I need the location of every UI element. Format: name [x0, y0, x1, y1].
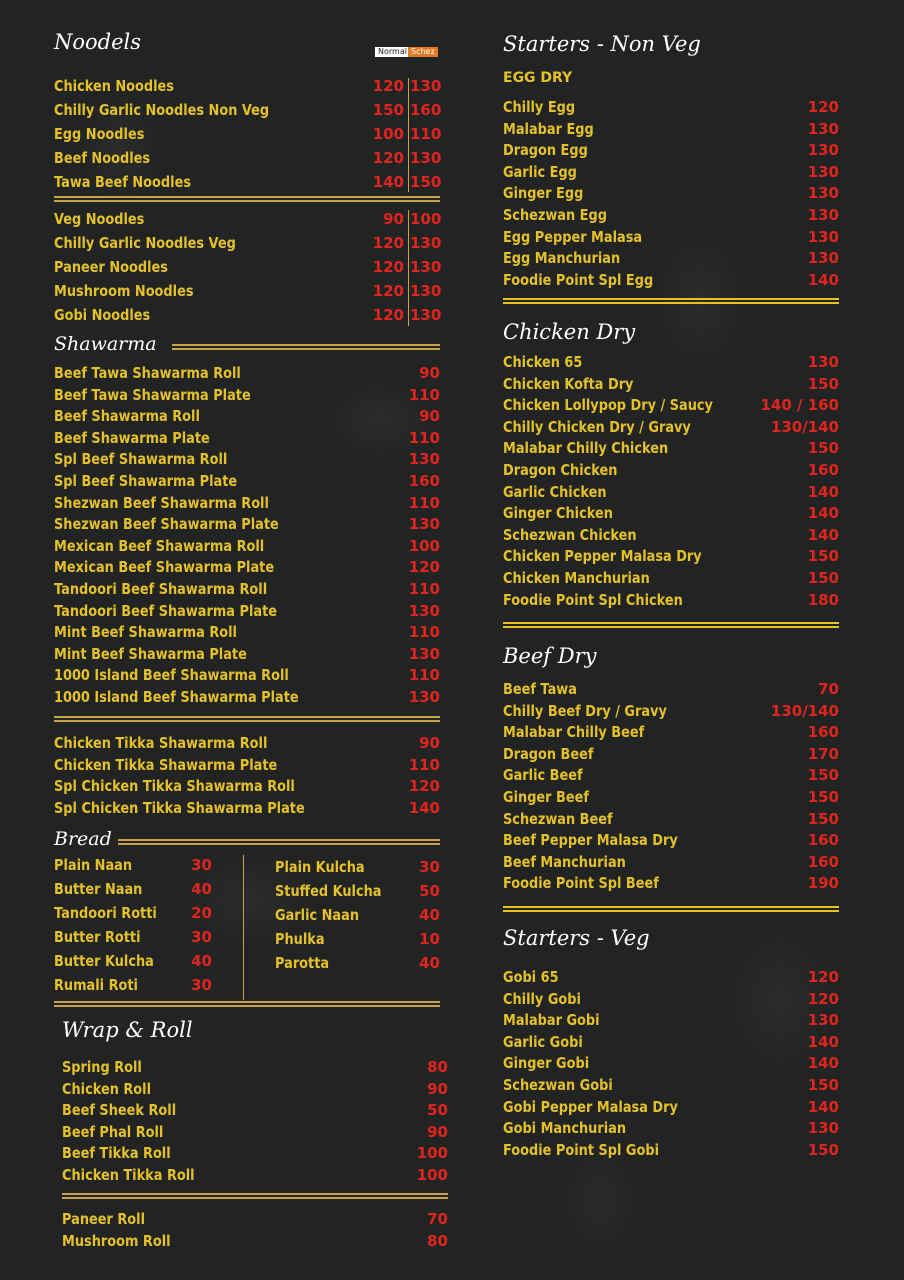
- menu-item-price: 30: [191, 976, 212, 994]
- schez-price: 130: [410, 258, 442, 276]
- menu-item-price: 110: [408, 755, 440, 774]
- noodles-price-divider: [408, 78, 409, 192]
- menu-item-price: 30: [191, 856, 212, 874]
- bread-separator: [54, 1001, 440, 1007]
- bread-heading: Bread: [54, 828, 112, 850]
- menu-item-name: Butter Rotti: [54, 928, 141, 946]
- menu-item-name: Chicken Noodles: [54, 77, 174, 95]
- noodles-heading: Noodels: [54, 30, 142, 54]
- normal-price: 150: [372, 101, 404, 119]
- menu-item-name: Schezwan Beef: [503, 809, 613, 828]
- menu-item-name: Spl Beef Shawarma Plate: [54, 472, 238, 490]
- menu-item-price: 110: [408, 385, 440, 404]
- menu-item-name: Tandoori Beef Shawarma Plate: [54, 601, 277, 620]
- menu-item-name: Tawa Beef Noodles: [54, 173, 191, 191]
- menu-item-price: 130: [807, 206, 839, 224]
- menu-item-name: Veg Noodles: [54, 210, 145, 228]
- menu-item-price: 140: [807, 482, 839, 501]
- menu-item-price: 130: [807, 1119, 839, 1138]
- bread-heading-rule: [118, 839, 440, 845]
- menu-item-name: Dragon Chicken: [503, 461, 618, 479]
- menu-item-price: 120: [408, 558, 440, 577]
- menu-item-price: 160: [807, 831, 839, 850]
- menu-item-name: Garlic Beef: [503, 766, 583, 785]
- menu-item-price: 130: [408, 515, 440, 534]
- menu-item-name: Beef Shawarma Roll: [54, 407, 200, 426]
- menu-item-name: Chicken Tikka Shawarma Roll: [54, 734, 268, 752]
- menu-item-price: 140: [807, 525, 839, 544]
- menu-item-price: 130: [408, 644, 440, 663]
- noodles-separator: [54, 196, 440, 202]
- menu-item-price: 70: [818, 680, 839, 698]
- menu-item-price: 150: [807, 1140, 839, 1159]
- menu-item-price: 110: [408, 493, 440, 512]
- normal-price: 90: [383, 210, 404, 228]
- menu-item-price: 110: [408, 428, 440, 447]
- menu-item-name: Beef Tawa Shawarma Roll: [54, 364, 241, 382]
- menu-item-price: 150: [807, 788, 839, 806]
- menu-item-name: Dragon Egg: [503, 141, 588, 160]
- menu-item-name: 1000 Island Beef Shawarma Plate: [54, 688, 299, 706]
- normal-price: 120: [372, 306, 404, 324]
- menu-item-name: Chicken 65: [503, 353, 583, 371]
- menu-item-name: Paneer Roll: [62, 1210, 145, 1228]
- menu-item-name: Chilly Garlic Noodles Non Veg: [54, 101, 270, 119]
- menu-item-name: Chicken Manchurian: [503, 569, 650, 587]
- menu-item-name: Chicken Roll: [62, 1079, 152, 1098]
- menu-item-name: Beef Noodles: [54, 149, 151, 167]
- menu-item-name: Gobi Noodles: [54, 306, 151, 324]
- menu-item-price: 90: [419, 734, 440, 752]
- menu-item-name: Garlic Gobi: [503, 1032, 583, 1051]
- menu-item-name: Mint Beef Shawarma Roll: [54, 623, 237, 642]
- normal-price: 120: [372, 282, 404, 300]
- menu-item-name: Chicken Tikka Shawarma Plate: [54, 755, 278, 774]
- menu-item-price: 190: [807, 874, 839, 893]
- starters-nonveg-separator: [503, 298, 839, 304]
- schez-price: 130: [410, 149, 442, 167]
- menu-item-name: Foodie Point Spl Egg: [503, 270, 654, 289]
- menu-item-price: 90: [419, 407, 440, 426]
- shawarma-heading: Shawarma: [54, 333, 157, 355]
- schez-price: 130: [410, 306, 442, 324]
- schez-price: 130: [410, 77, 442, 95]
- menu-item-price: 130: [807, 227, 839, 246]
- menu-item-price: 130/140: [770, 417, 839, 436]
- menu-item-price: 140: [807, 270, 839, 289]
- menu-item-name: Ginger Gobi: [503, 1054, 590, 1073]
- menu-item-name: Garlic Naan: [275, 906, 360, 924]
- menu-item-price: 140: [807, 1054, 839, 1073]
- menu-item-name: Ginger Beef: [503, 788, 589, 806]
- chicken-dry-separator: [503, 622, 839, 628]
- menu-item-name: Paneer Noodles: [54, 258, 168, 276]
- menu-item-name: Beef Tawa Shawarma Plate: [54, 385, 251, 404]
- menu-item-price: 120: [807, 968, 839, 986]
- normal-price: 120: [372, 234, 404, 252]
- menu-item-name: Chilly Beef Dry / Gravy: [503, 701, 667, 720]
- menu-item-price: 160: [807, 461, 839, 479]
- menu-item-name: Beef Pepper Malasa Dry: [503, 831, 678, 850]
- menu-item-name: Egg Noodles: [54, 125, 145, 143]
- menu-item-price: 150: [807, 439, 839, 458]
- menu-item-price: 160: [807, 852, 839, 871]
- menu-item-price: 10: [419, 930, 440, 948]
- menu-item-name: Gobi 65: [503, 968, 559, 986]
- menu-item-price: 130: [807, 162, 839, 181]
- menu-item-price: 130: [807, 249, 839, 268]
- menu-item-name: Butter Kulcha: [54, 952, 154, 970]
- schez-price: 150: [410, 173, 442, 191]
- menu-item-name: Rumali Roti: [54, 976, 138, 994]
- menu-item-name: Shezwan Beef Shawarma Plate: [54, 515, 279, 534]
- menu-item-price: 140: [807, 1032, 839, 1051]
- menu-item-name: Butter Naan: [54, 880, 143, 898]
- menu-item-name: Beef Tikka Roll: [62, 1144, 171, 1163]
- menu-item-price: 150: [807, 547, 839, 566]
- shawarma-separator: [54, 716, 440, 722]
- menu-item-name: Phulka: [275, 930, 325, 948]
- schez-price-badge: Schez: [408, 47, 438, 57]
- menu-item-price: 70: [427, 1210, 448, 1228]
- menu-item-name: Beef Sheek Roll: [62, 1101, 177, 1120]
- menu-item-price: 140 / 160: [760, 396, 839, 415]
- menu-item-name: Plain Kulcha: [275, 858, 365, 876]
- menu-item-price: 120: [807, 98, 839, 116]
- menu-item-price: 110: [408, 666, 440, 685]
- menu-item-name: Egg Manchurian: [503, 249, 621, 268]
- schez-price: 130: [410, 282, 442, 300]
- menu-item-name: Schezwan Chicken: [503, 525, 637, 544]
- menu-item-price: 160: [408, 472, 440, 490]
- menu-item-name: Gobi Manchurian: [503, 1119, 627, 1138]
- menu-item-price: 50: [427, 1101, 448, 1120]
- menu-item-price: 130: [408, 688, 440, 706]
- menu-item-price: 130: [807, 184, 839, 203]
- menu-item-name: Plain Naan: [54, 856, 133, 874]
- menu-item-price: 130: [807, 119, 839, 138]
- menu-item-name: Chilly Gobi: [503, 989, 581, 1008]
- menu-item-price: 100: [416, 1144, 448, 1163]
- menu-item-price: 150: [807, 1076, 839, 1094]
- menu-item-price: 110: [408, 623, 440, 642]
- menu-item-price: 130: [807, 1011, 839, 1030]
- menu-item-name: Mexican Beef Shawarma Plate: [54, 558, 275, 577]
- menu-item-price: 140: [807, 504, 839, 523]
- menu-item-name: Gobi Pepper Malasa Dry: [503, 1097, 678, 1116]
- menu-item-name: Chicken Tikka Roll: [62, 1166, 195, 1184]
- normal-price: 100: [372, 125, 404, 143]
- menu-item-name: Dragon Beef: [503, 744, 594, 763]
- schez-price: 110: [410, 125, 442, 143]
- menu-item-name: Garlic Chicken: [503, 482, 607, 501]
- menu-item-name: Chilly Chicken Dry / Gravy: [503, 417, 691, 436]
- menu-item-name: Foodie Point Spl Gobi: [503, 1140, 660, 1159]
- menu-item-name: Stuffed Kulcha: [275, 882, 382, 900]
- menu-item-name: Egg Pepper Malasa: [503, 227, 643, 246]
- menu-item-name: Malabar Gobi: [503, 1011, 600, 1030]
- menu-item-name: Schezwan Egg: [503, 206, 607, 224]
- shawarma-heading-rule: [172, 344, 440, 350]
- menu-item-name: Malabar Chilly Beef: [503, 723, 645, 742]
- menu-item-price: 150: [807, 809, 839, 828]
- menu-item-name: Beef Tawa: [503, 680, 577, 698]
- menu-item-name: Chicken Pepper Malasa Dry: [503, 547, 702, 566]
- menu-item-name: Tandoori Beef Shawarma Roll: [54, 580, 268, 598]
- menu-item-name: Mexican Beef Shawarma Roll: [54, 536, 265, 555]
- menu-item-price: 120: [807, 989, 839, 1008]
- menu-item-name: Beef Shawarma Plate: [54, 428, 210, 447]
- menu-item-name: Malabar Chilly Chicken: [503, 439, 669, 458]
- menu-item-name: Beef Manchurian: [503, 852, 626, 871]
- menu-item-price: 140: [408, 798, 440, 817]
- menu-item-name: Chicken Lollypop Dry / Saucy: [503, 396, 713, 415]
- normal-price: 120: [372, 77, 404, 95]
- schez-price: 130: [410, 234, 442, 252]
- menu-item-name: Ginger Egg: [503, 184, 584, 203]
- menu-item-price: 30: [419, 858, 440, 876]
- menu-item-price: 160: [807, 723, 839, 742]
- menu-item-name: Mushroom Noodles: [54, 282, 194, 300]
- menu-item-price: 90: [427, 1122, 448, 1141]
- normal-price: 120: [372, 258, 404, 276]
- menu-item-name: Chilly Garlic Noodles Veg: [54, 234, 236, 252]
- menu-item-name: Chilly Egg: [503, 98, 576, 116]
- menu-item-price: 150: [807, 374, 839, 393]
- menu-item-price: 150: [807, 569, 839, 587]
- menu-item-name: Tandoori Rotti: [54, 904, 157, 922]
- menu-item-name: Schezwan Gobi: [503, 1076, 613, 1094]
- menu-item-name: 1000 Island Beef Shawarma Roll: [54, 666, 289, 685]
- schez-price: 100: [410, 210, 442, 228]
- menu-item-name: Spl Chicken Tikka Shawarma Roll: [54, 777, 295, 796]
- wrap-roll-heading: Wrap & Roll: [62, 1018, 193, 1042]
- menu-item-price: 40: [419, 906, 440, 924]
- menu-item-price: 170: [807, 744, 839, 763]
- menu-item-price: 90: [419, 364, 440, 382]
- normal-price-badge: Normal: [375, 47, 410, 57]
- menu-item-name: Garlic Egg: [503, 162, 577, 181]
- beef-dry-heading: Beef Dry: [503, 644, 597, 668]
- menu-item-price: 110: [408, 580, 440, 598]
- menu-item-name: Spl Beef Shawarma Roll: [54, 450, 228, 469]
- menu-item-price: 80: [427, 1058, 448, 1076]
- menu-item-price: 130: [408, 450, 440, 469]
- menu-item-price: 90: [427, 1079, 448, 1098]
- menu-item-price: 140: [807, 1097, 839, 1116]
- menu-item-name: Foodie Point Spl Chicken: [503, 590, 683, 609]
- menu-item-price: 100: [408, 536, 440, 555]
- menu-item-name: Foodie Point Spl Beef: [503, 874, 659, 893]
- menu-item-price: 30: [191, 928, 212, 946]
- menu-item-name: Ginger Chicken: [503, 504, 613, 523]
- menu-item-name: Parotta: [275, 954, 330, 972]
- menu-item-price: 130: [408, 601, 440, 620]
- menu-item-price: 80: [427, 1231, 448, 1250]
- noodles-veg-price-divider: [408, 210, 409, 326]
- menu-item-price: 130: [807, 141, 839, 160]
- menu-item-price: 50: [419, 882, 440, 900]
- menu-item-price: 120: [408, 777, 440, 796]
- egg-dry-subheading: EGG DRY: [503, 70, 573, 86]
- starters-nonveg-heading: Starters - Non Veg: [503, 32, 701, 56]
- beef-dry-separator: [503, 906, 839, 912]
- menu-item-name: Malabar Egg: [503, 119, 594, 138]
- menu-item-name: Beef Phal Roll: [62, 1122, 164, 1141]
- bread-column-divider: [243, 855, 244, 1000]
- starters-veg-heading: Starters - Veg: [503, 926, 650, 950]
- menu-item-price: 130/140: [770, 701, 839, 720]
- menu-item-name: Mint Beef Shawarma Plate: [54, 644, 247, 663]
- normal-price: 120: [372, 149, 404, 167]
- normal-price: 140: [372, 173, 404, 191]
- menu-item-price: 40: [419, 954, 440, 972]
- menu-item-price: 20: [191, 904, 212, 922]
- schez-price: 160: [410, 101, 442, 119]
- menu-item-price: 130: [807, 353, 839, 371]
- menu-item-name: Chicken Kofta Dry: [503, 374, 634, 393]
- menu-item-price: 40: [191, 880, 212, 898]
- menu-item-price: 180: [807, 590, 839, 609]
- menu-item-name: Spring Roll: [62, 1058, 142, 1076]
- chicken-dry-heading: Chicken Dry: [503, 320, 636, 344]
- menu-item-name: Spl Chicken Tikka Shawarma Plate: [54, 798, 305, 817]
- menu-item-price: 100: [416, 1166, 448, 1184]
- menu-item-name: Mushroom Roll: [62, 1231, 171, 1250]
- menu-item-name: Shezwan Beef Shawarma Roll: [54, 493, 269, 512]
- menu-item-price: 40: [191, 952, 212, 970]
- menu-item-price: 150: [807, 766, 839, 785]
- wrap-separator: [62, 1193, 448, 1199]
